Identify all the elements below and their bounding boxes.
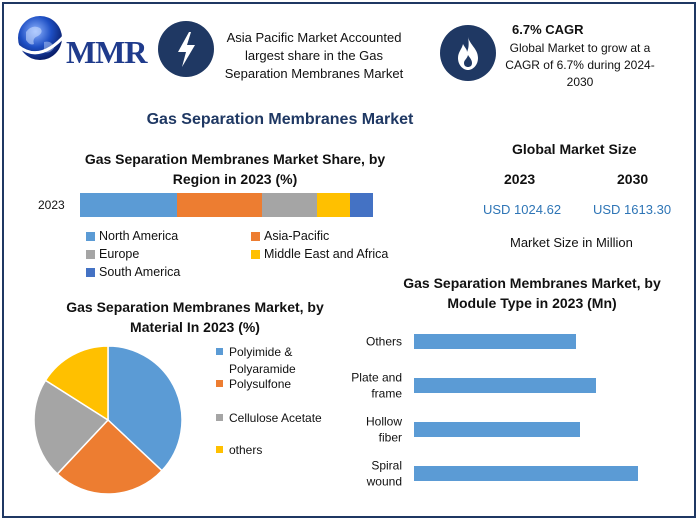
bar-segment-middle-east-and-africa [317,193,349,217]
legend-item-others [216,442,262,459]
cagr-title: 6.7% CAGR [512,22,584,37]
bar-others [414,334,576,349]
legend-item-north-america [86,229,178,243]
global-size-year-2023: 2023 [504,171,536,187]
lightning-icon [158,21,214,77]
bar-hollow-fiber [414,422,580,437]
legend-item-middle-east-and-africa [251,247,388,261]
legend-item-polysulfone [216,376,291,393]
bar-segment-north-america [80,193,177,217]
legend-swatch [251,232,260,241]
material-pie-title: Gas Separation Membranes Market, by Material In 2023 (%) [66,299,324,335]
global-size-note: Market Size in Million [510,235,633,250]
legend-swatch [86,250,95,259]
legend-label: Polysulfone [229,377,292,391]
module-chart-title: Gas Separation Membranes Market, by Module Type in 2023 (Mn) [403,275,661,311]
legend-item-europe [86,247,139,261]
tick-label-plate-and-frame: Plate and frame [351,370,402,401]
global-size-value-2023: USD 1024.62 [483,202,562,217]
legend-item-asia-pacific [251,229,329,243]
legend-swatch [86,268,95,277]
legend-label: Cellulose Acetate [229,411,322,425]
legend-item-polyimide-polyaramide [216,344,296,378]
bar-plate-and-frame [414,378,596,393]
global-size-year-2030: 2030 [617,171,649,187]
mmr-logo [14,12,147,70]
globe-icon [14,12,70,68]
global-size-value-2030: USD 1613.30 [593,202,672,217]
logo-text: MMR [66,34,147,70]
tick-label-others: Others [365,334,402,349]
tick-label-hollow-fiber: Hollow fiber [365,414,402,445]
legend-swatch [216,380,223,387]
legend-label: Asia-Pacific [264,229,330,243]
legend-label: Middle East and Africa [264,247,389,261]
legend-label: Polyimide & Polyaramide [229,345,296,376]
main-title: Gas Separation Membranes Market [146,111,414,128]
material-pie-chart [28,340,188,500]
region-share-title: Gas Separation Membranes Market Share, by Region in 2023 (%) [84,151,386,187]
bar-segment-south-america [350,193,373,217]
legend-swatch [216,348,223,355]
module-bar-chart [330,320,660,500]
region-share-statement: Asia Pacific Market Accounted largest share in the Gas Separation Membranes Market [224,30,404,81]
stack-category-label: 2023 [38,198,65,212]
cagr-description: Global Market to grow at a CAGR of 6.7% during 2024-2030 [505,41,655,89]
legend-label: North America [99,229,179,243]
flame-icon [440,25,496,81]
legend-swatch [251,250,260,259]
legend-label: South America [99,265,181,279]
legend-item-cellulose-acetate [216,410,322,427]
bar-segment-europe [262,193,318,217]
legend-label: Europe [99,247,140,261]
legend-swatch [86,232,95,241]
legend-swatch [216,446,223,453]
legend-label: others [229,443,263,457]
legend-swatch [216,414,223,421]
global-size-title: Global Market Size [512,141,637,157]
region-stacked-bar [80,193,373,217]
bar-spiral-wound [414,466,638,481]
tick-label-spiral-wound: Spiral wound [366,458,402,489]
legend-item-south-america [86,265,180,279]
bar-segment-asia-pacific [177,193,262,217]
